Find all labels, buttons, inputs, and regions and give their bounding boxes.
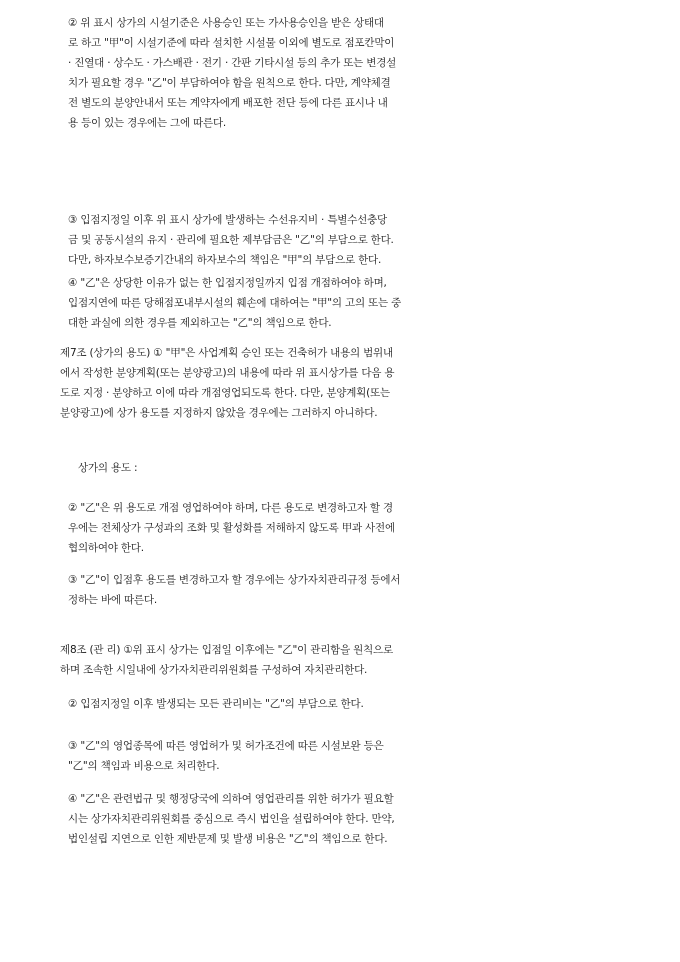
text-line: 입점지연에 따른 당해점포내부시설의 훼손에 대하여는 "甲"의 고의 또는 중 xyxy=(68,297,402,309)
text-line: "乙"의 책임과 비용으로 처리한다. xyxy=(68,760,220,772)
text-line: 분양광고)에 상가 용도를 지정하지 않았을 경우에는 그러하지 아니하다. xyxy=(60,407,378,419)
text-line: ② "乙"은 위 용도로 개점 영업하여야 하며, 다른 용도로 변경하고자 할 경 xyxy=(68,502,393,514)
text-line: 정하는 바에 따른다. xyxy=(68,594,157,606)
text-line: 법인설립 지연으로 인한 제반문제 및 발생 비용은 "乙"의 책임으로 한다. xyxy=(68,833,388,845)
text-line: 용 등이 있는 경우에는 그에 따른다. xyxy=(68,117,227,129)
text-line: 하며 조속한 시일내에 상가자치관리위원회를 구성하여 자치관리한다. xyxy=(60,664,368,676)
text-line: ② 입점지정일 이후 발생되는 모든 관리비는 "乙"의 부담으로 한다. xyxy=(68,698,364,710)
text-line: ③ "乙"이 입점후 용도를 변경하고자 할 경우에는 상가자치관리규정 등에서 xyxy=(68,574,401,586)
text-line: ④ "乙"은 관련법규 및 행정당국에 의하여 영업관리를 위한 허가가 필요할 xyxy=(68,793,394,805)
text-line: · 진열대 · 상수도 · 가스배관 · 전기 · 간판 기타시설 등의 추가 또는 변경설 xyxy=(68,57,397,69)
text-line: 제8조 (관 리) ①위 표시 상가는 입점일 이후에는 "乙"이 관리함을 원칙으로 xyxy=(60,644,393,656)
text-line: ③ "乙"의 영업종목에 따른 영업허가 및 허가조건에 따른 시설보완 등은 xyxy=(68,740,384,752)
text-line: 우에는 전체상가 구성과의 조화 및 활성화를 저해하지 않도록 甲과 사전에 xyxy=(68,522,395,534)
text-line: 협의하여야 한다. xyxy=(68,542,144,554)
text-line: 치가 필요할 경우 "乙"이 부담하여야 함을 원칙으로 한다. 다만, 계약체결 xyxy=(68,77,391,89)
text-line: 상가의 용도 : xyxy=(78,462,138,474)
text-line: ② 위 표시 상가의 시설기준은 사용승인 또는 가사용승인을 받은 상태대 xyxy=(68,17,384,29)
text-line: 금 및 공동시설의 유지 · 관리에 필요한 제부담금은 "乙"의 부담으로 한다. xyxy=(68,234,394,246)
text-line: 시는 상가자치관리위원회를 중심으로 즉시 법인을 설립하여야 한다. 만약, xyxy=(68,813,395,825)
text-line: ③ 입점지정일 이후 위 표시 상가에 발생하는 수선유지비 · 특별수선충당 xyxy=(68,214,387,226)
text-line: ④ "乙"은 상당한 이유가 없는 한 입점지정일까지 입점 개점하여야 하며, xyxy=(68,277,387,289)
text-line: 다만, 하자보수보증기간내의 하자보수의 책임은 "甲"의 부담으로 한다. xyxy=(68,254,382,266)
text-line: 에서 작성한 분양계획(또는 분양광고)의 내용에 따라 위 표시상가를 다음 용 xyxy=(60,367,395,379)
text-line: 대한 과실에 의한 경우를 제외하고는 "乙"의 책임으로 한다. xyxy=(68,317,332,329)
text-line: 전 별도의 분양안내서 또는 계약자에게 배포한 전단 등에 다른 표시나 내 xyxy=(68,97,388,109)
text-line: 도로 지정 · 분양하고 이에 따라 개점영업되도록 한다. 다만, 분양계획(또는 xyxy=(60,387,390,399)
text-line: 제7조 (상가의 용도) ① "甲"은 사업계획 승인 또는 건축허가 내용의 범위내 xyxy=(60,347,393,359)
text-line: 로 하고 "甲"이 시설기준에 따라 설치한 시설물 이외에 별도로 점포칸막이 xyxy=(68,37,395,49)
